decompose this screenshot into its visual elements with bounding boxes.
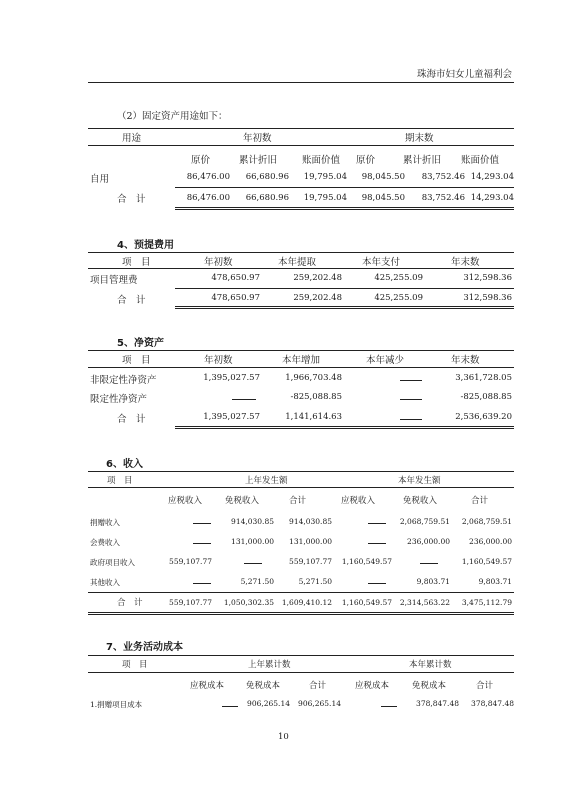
col-header-closing: 期末数 — [405, 133, 434, 144]
col-header: 账面价值 — [461, 155, 500, 166]
cell: 378,847.48 — [471, 699, 514, 708]
row-label: 限定性净资产 — [90, 394, 148, 405]
section-title-fixed-assets: （2）固定资产用途如下： — [117, 111, 228, 122]
col-header: 应税收入 — [341, 496, 376, 506]
row-label-total: 合 计 — [117, 414, 146, 425]
empty-dash — [400, 399, 422, 400]
col-header: 本年增加 — [282, 355, 321, 366]
empty-dash — [222, 706, 238, 707]
cell: 1,160,549.57 — [461, 557, 512, 566]
col-header: 应税成本 — [355, 681, 390, 691]
empty-dash — [368, 583, 386, 584]
cell: 83,752.46 — [421, 193, 465, 203]
page-header — [88, 66, 514, 83]
col-header-prev-year: 上年累计数 — [248, 660, 291, 670]
row-label: 会费收入 — [90, 538, 120, 547]
empty-dash — [400, 419, 422, 420]
empty-dash — [381, 706, 397, 707]
cell: 9,803.71 — [416, 577, 450, 586]
cell: 14,293.04 — [470, 193, 514, 203]
col-header: 合计 — [476, 681, 494, 691]
col-header: 项 目 — [122, 257, 151, 268]
row-label: 捐赠收入 — [90, 518, 120, 527]
cell: 1,395,027.57 — [203, 412, 260, 422]
cell: 1,395,027.57 — [203, 373, 260, 383]
empty-dash — [420, 563, 438, 564]
col-header-item: 项 目 — [107, 476, 133, 486]
empty-dash — [193, 583, 211, 584]
empty-dash — [232, 399, 256, 400]
cell: 236,000.00 — [469, 537, 512, 546]
cell: -825,088.85 — [460, 392, 512, 402]
table-top-rule — [88, 471, 514, 472]
cell: 478,650.97 — [211, 293, 260, 303]
cell: 86,476.00 — [186, 172, 230, 182]
row-label: 非限定性净资产 — [90, 375, 157, 386]
row-rule — [175, 187, 514, 188]
cell: 19,795.04 — [303, 193, 347, 203]
cell: 2,068,759.51 — [461, 517, 512, 526]
empty-dash — [368, 543, 386, 544]
cell: 1,609,410.12 — [281, 598, 332, 607]
total-double-rule — [175, 306, 514, 309]
cell: 259,202.48 — [293, 273, 342, 283]
col-header: 本年减少 — [366, 355, 405, 366]
empty-dash — [400, 380, 422, 381]
col-header: 年初数 — [204, 257, 233, 268]
empty-dash — [193, 523, 211, 524]
row-label-total: 合 计 — [117, 194, 146, 205]
cell: 914,030.85 — [289, 517, 332, 526]
total-double-rule — [175, 207, 514, 210]
row-rule — [88, 592, 514, 593]
total-double-rule — [175, 426, 514, 429]
header-rule — [88, 672, 514, 673]
cell: 83,752.46 — [421, 172, 465, 182]
empty-dash — [193, 543, 211, 544]
col-header: 累计折旧 — [239, 155, 278, 166]
cell: 1,160,549.57 — [341, 557, 392, 566]
cell: 478,650.97 — [211, 273, 260, 283]
cell: 914,030.85 — [231, 517, 274, 526]
cell: 86,476.00 — [186, 193, 230, 203]
col-header: 免税收入 — [403, 496, 438, 506]
col-header-cur-year: 本年累计数 — [409, 660, 452, 670]
page-number: 10 — [278, 732, 289, 742]
cell: 98,045.50 — [361, 172, 405, 182]
cell: 378,847.48 — [416, 699, 459, 708]
cell: 5,271.50 — [240, 577, 274, 586]
col-header: 应税成本 — [190, 681, 225, 691]
cell: 66,680.96 — [245, 193, 289, 203]
col-header: 免税成本 — [246, 681, 281, 691]
cell: 1,966,703.48 — [285, 373, 342, 383]
section-title-net-assets: 5、净资产 — [117, 338, 164, 349]
col-header: 年末数 — [451, 257, 480, 268]
cell: 1,141,614.63 — [285, 412, 342, 422]
row-label: 其他收入 — [90, 578, 120, 587]
cell: 425,255.09 — [374, 273, 423, 283]
cell: 14,293.04 — [470, 172, 514, 182]
row-label: 政府项目收入 — [90, 558, 135, 567]
col-header: 免税收入 — [225, 496, 260, 506]
col-header: 原价 — [191, 155, 211, 166]
header-rule — [88, 487, 514, 488]
cell: 66,680.96 — [245, 172, 289, 182]
col-header: 合计 — [309, 681, 327, 691]
cell: 259,202.48 — [293, 293, 342, 303]
cell: 131,000.00 — [231, 537, 274, 546]
cell: 906,265.14 — [247, 699, 290, 708]
cell: 2,536,639.20 — [455, 412, 512, 422]
header-rule — [88, 145, 514, 146]
cell: 236,000.00 — [407, 537, 450, 546]
cell: 906,265.14 — [298, 699, 341, 708]
empty-dash — [368, 523, 386, 524]
section-title-accrued: 4、预提费用 — [117, 240, 174, 251]
cell: 2,068,759.51 — [399, 517, 450, 526]
col-header: 累计折旧 — [403, 155, 442, 166]
cell: 559,107.77 — [289, 557, 332, 566]
col-header: 合计 — [289, 496, 307, 506]
cell: 3,475,112.79 — [461, 598, 512, 607]
col-header: 本年支付 — [362, 257, 401, 268]
cell: 312,598.36 — [463, 293, 512, 303]
col-header: 项 目 — [122, 355, 151, 366]
header-rule — [88, 367, 514, 368]
cell: 559,107.77 — [169, 598, 212, 607]
col-header: 年初数 — [204, 355, 233, 366]
empty-dash — [244, 563, 262, 564]
cell: 131,000.00 — [289, 537, 332, 546]
header-rule — [88, 268, 514, 269]
cell: 3,361,728.05 — [455, 373, 512, 383]
org-name: 珠海市妇女儿童福利会 — [416, 69, 512, 80]
row-label-total: 合 计 — [117, 598, 143, 608]
cell: -825,088.85 — [290, 392, 342, 402]
cell: 5,271.50 — [298, 577, 332, 586]
row-rule — [175, 288, 514, 289]
col-header-item: 项 目 — [122, 660, 148, 670]
col-header: 应税收入 — [168, 496, 203, 506]
row-label: 自用 — [90, 174, 110, 185]
col-header: 账面价值 — [302, 155, 341, 166]
col-header: 原价 — [356, 155, 376, 166]
col-header-cur-year: 本年发生额 — [398, 476, 441, 486]
cell: 1,160,549.57 — [341, 598, 392, 607]
col-header: 合计 — [471, 496, 489, 506]
cell: 2,314,563.22 — [399, 598, 450, 607]
section-title-costs: 7、业务活动成本 — [106, 642, 183, 653]
table-top-rule — [88, 252, 514, 253]
row-label-total: 合 计 — [117, 295, 146, 306]
row-label: 1.捐赠项目成本 — [90, 700, 143, 709]
cell: 425,255.09 — [374, 293, 423, 303]
cell: 9,803.71 — [478, 577, 512, 586]
table-top-rule — [88, 350, 514, 351]
col-header-use: 用途 — [122, 133, 142, 144]
col-header: 本年提取 — [278, 257, 317, 268]
total-double-rule — [88, 612, 514, 615]
col-header-opening: 年初数 — [243, 133, 272, 144]
cell: 19,795.04 — [303, 172, 347, 182]
col-header: 免税成本 — [412, 681, 447, 691]
cell: 312,598.36 — [463, 273, 512, 283]
table-top-rule — [88, 655, 514, 656]
col-header: 年末数 — [451, 355, 480, 366]
row-label: 项目管理费 — [90, 275, 138, 286]
cell: 1,050,302.35 — [223, 598, 274, 607]
section-title-revenue: 6、收入 — [106, 459, 143, 470]
col-header-prev-year: 上年发生额 — [245, 476, 288, 486]
cell: 98,045.50 — [361, 193, 405, 203]
cell: 559,107.77 — [169, 557, 212, 566]
table-top-rule — [88, 128, 514, 129]
